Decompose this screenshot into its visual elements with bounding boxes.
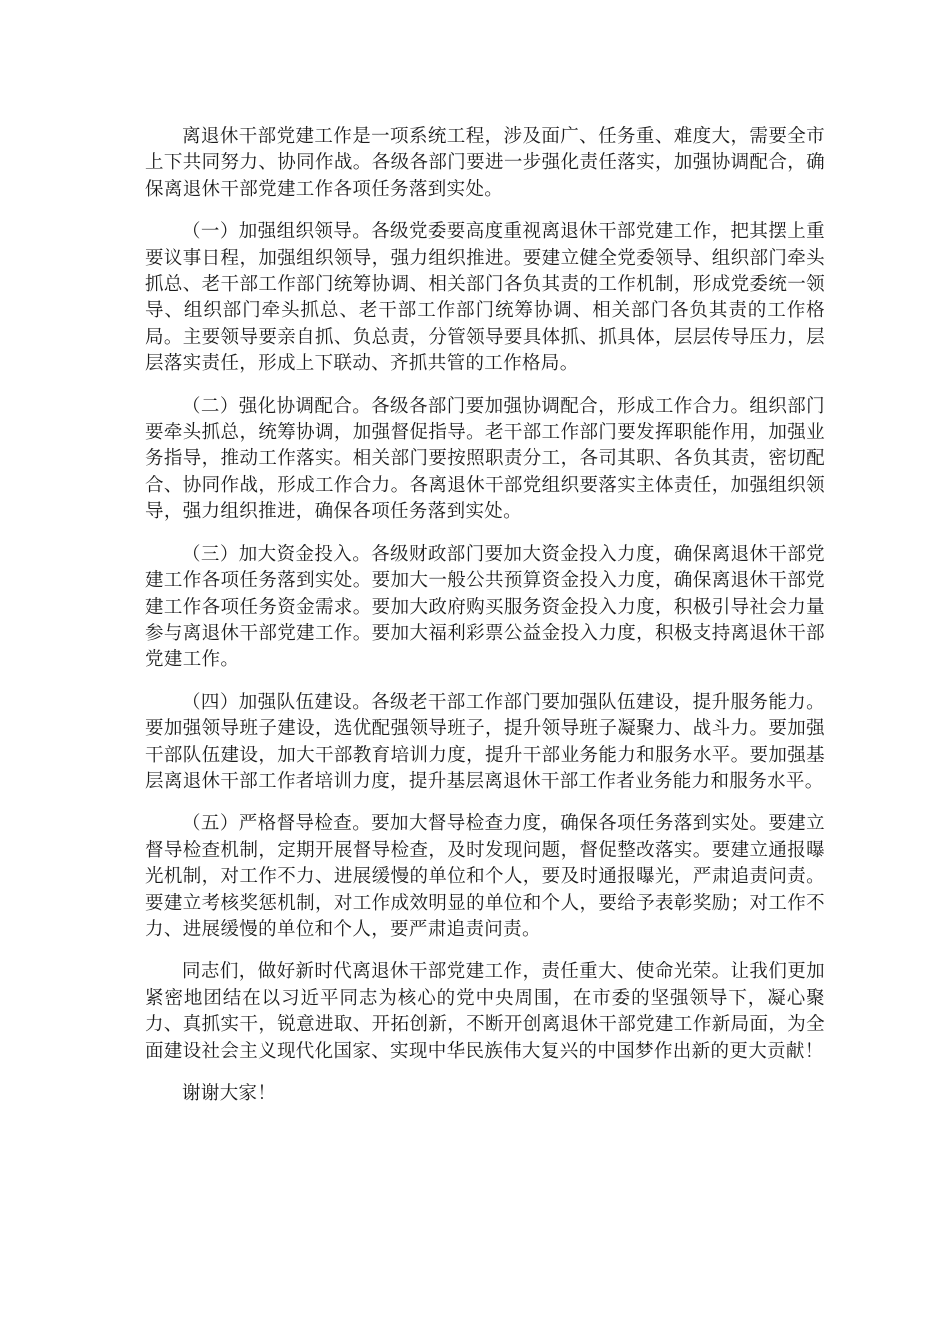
paragraph-section-3: （三）加大资金投入。各级财政部门要加大资金投入力度，确保离退休干部党建工作各项任务落到实处。要加大一般公共预算资金投入力度，确保离退休干部党建工作各项任务资金需求。要加大政府购买服务资金投入力度，积极引导社会力量参与离退休干部党建工作。要加大福利彩票公益金投入力度，积极支持离退休干部党建工作。 <box>145 543 825 671</box>
paragraph-section-4: （四）加强队伍建设。各级老干部工作部门要加强队伍建设，提升服务能力。要加强领导班子建设，选优配强领导班子，提升领导班子凝聚力、战斗力。要加强干部队伍建设，加大干部教育培训力度，提升干部业务能力和服务水平。要加强基层离退休干部工作者培训力度，提升基层离退休干部工作者业务能力和服务水平。 <box>145 691 825 792</box>
paragraph-thanks: 谢谢大家！ <box>182 1083 277 1104</box>
paragraph-closing: 同志们，做好新时代离退休干部党建工作，责任重大、使命光荣。让我们更加紧密地团结在以习近平同志为核心的党中央周围，在市委的坚强领导下，凝心聚力、真抓实干，锐意进取、开拓创新，不断开创离退休干部党建工作新局面，为全面建设社会主义现代化国家、实现中华民族伟大复兴的中国梦作出新的更大贡献！ <box>145 961 825 1062</box>
paragraph-intro: 离退休干部党建工作是一项系统工程，涉及面广、任务重、难度大，需要全市上下共同努力、协同作战。各级各部门要进一步强化责任落实，加强协调配合，确保离退休干部党建工作各项任务落到实处。 <box>145 126 825 200</box>
paragraph-section-2: （二）强化协调配合。各级各部门要加强协调配合，形成工作合力。组织部门要牵头抓总，统筹协调，加强督促指导。老干部工作部门要发挥职能作用，加强业务指导，推动工作落实。相关部门要按照职责分工，各司其职、各负其责，密切配合、协同作战，形成工作合力。各离退休干部党组织要落实主体责任，加强组织领导，强力组织推进，确保各项任务落到实处。 <box>145 395 825 523</box>
document-body <box>145 124 825 1123</box>
paragraph-section-5: （五）严格督导检查。要加大督导检查力度，确保各项任务落到实处。要建立督导检查机制，定期开展督导检查，及时发现问题，督促整改落实。要建立通报曝光机制，对工作不力、进展缓慢的单位和个人，要及时通报曝光，严肃追责问责。要建立考核奖惩机制，对工作成效明显的单位和个人，要给予表彰奖励；对工作不力、进展缓慢的单位和个人，要严肃追责问责。 <box>145 813 825 940</box>
paragraph-section-1: （一）加强组织领导。各级党委要高度重视离退休干部党建工作，把其摆上重要议事日程，加强组织领导，强力组织推进。要建立健全党委领导、组织部门牵头抓总、老干部工作部门统筹协调、相关部门各负其责的工作机制，形成党委统一领导、组织部门牵头抓总、老干部工作部门统筹协调、相关部门各负其责的工作格局。主要领导要亲自抓、负总责，分管领导要具体抓、抓具体，层层传导压力，层层落实责任，形成上下联动、齐抓共管的工作格局。 <box>145 221 825 375</box>
